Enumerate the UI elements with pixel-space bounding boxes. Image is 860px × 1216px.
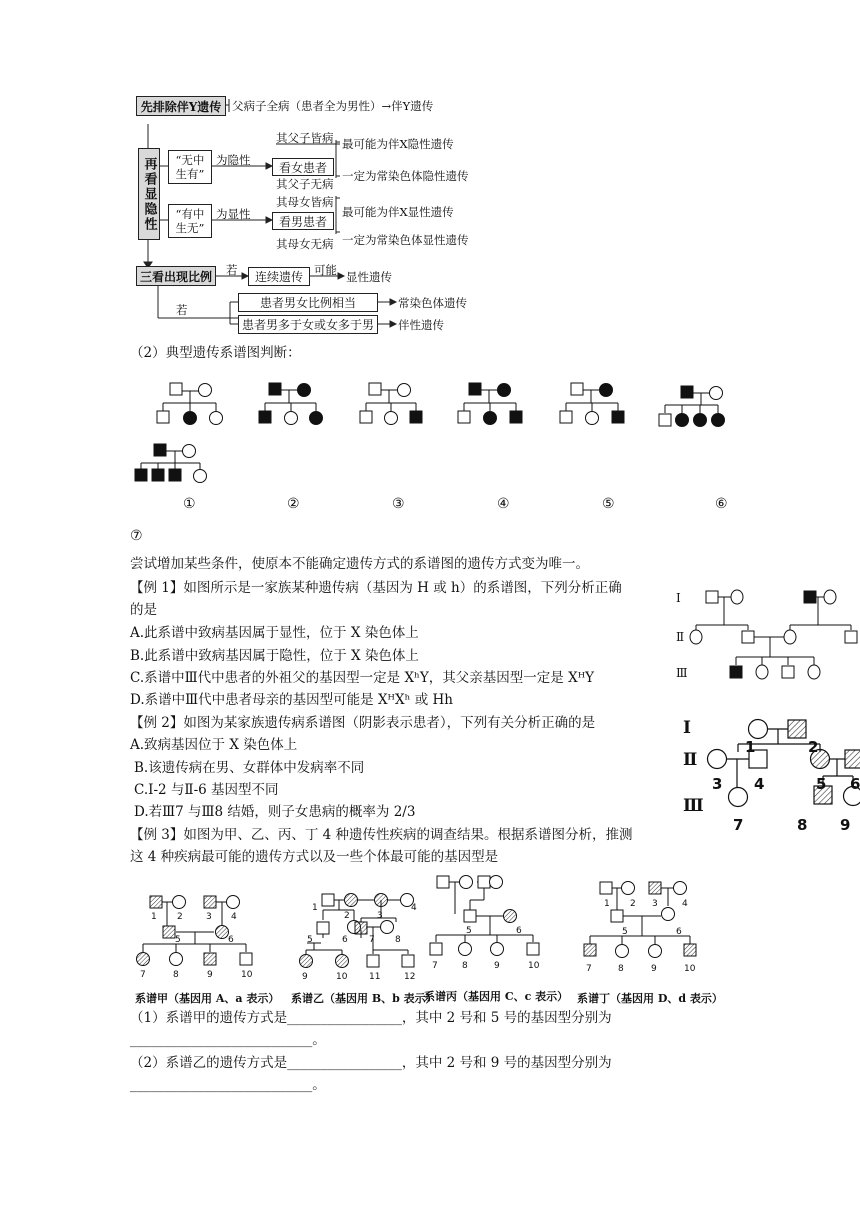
x-dominant: 最可能为伴X显性遗传 <box>342 205 454 219</box>
svg-text:2: 2 <box>344 911 350 921</box>
ex1-gen-1: Ⅰ <box>676 591 681 605</box>
svg-text:9: 9 <box>207 970 213 980</box>
pedigree-7 <box>135 444 207 483</box>
ex2-gen-2: Ⅱ <box>683 750 698 770</box>
svg-text:5: 5 <box>622 927 628 937</box>
ex2-gen-3: Ⅲ <box>683 796 704 816</box>
ex1-pedigree <box>670 580 860 690</box>
caption-bing: 系谱丙（基因用 C、c 表示） <box>424 990 569 1003</box>
label-5: ⑤ <box>602 496 615 512</box>
svg-text:1: 1 <box>604 899 610 909</box>
pedigree-1 <box>157 383 223 425</box>
ex1-gen-3: Ⅲ <box>676 666 688 680</box>
svg-text:7: 7 <box>586 964 592 974</box>
pedigree-3 <box>360 383 422 425</box>
ex2-num-9: 9 <box>840 816 851 834</box>
caption-yi: 系谱乙（基因用 B、b 表示） <box>291 992 437 1005</box>
dominant-box: “有中生无” <box>168 204 212 238</box>
svg-text:6: 6 <box>516 926 522 936</box>
svg-text:8: 8 <box>618 964 624 974</box>
svg-text:3: 3 <box>206 912 212 922</box>
svg-text:12: 12 <box>404 972 416 982</box>
ex3-question-2b: ___________________________。 <box>130 1077 326 1093</box>
pedigree-5 <box>560 383 624 425</box>
svg-text:10: 10 <box>241 970 253 980</box>
svg-text:2: 2 <box>177 912 183 922</box>
svg-text:10: 10 <box>336 972 348 982</box>
svg-text:5: 5 <box>466 926 472 936</box>
label-6: ⑥ <box>715 496 728 512</box>
svg-text:8: 8 <box>173 970 179 980</box>
possible: 可能 <box>314 263 337 277</box>
auto-recessive: 一定为常染色体隐性遗传 <box>342 169 469 183</box>
svg-text:6: 6 <box>342 935 348 945</box>
try-text: 尝试增加某些条件，使原本不能确定遗传方式的系谱图的遗传方式变为唯一。 <box>130 556 589 572</box>
svg-text:7: 7 <box>369 935 375 945</box>
ex3-line2: 这 4 种疾病最可能的遗传方式以及一些个体最可能的基因型是 <box>130 849 499 865</box>
recessive-text: 为隐性 <box>216 153 251 167</box>
pedigree-ding <box>584 882 696 975</box>
ex2-option-a: A.致病基因位于 X 染色体上 <box>130 737 298 753</box>
svg-text:6: 6 <box>676 927 682 937</box>
ex2-line1: 【例 2】如图为某家族遗传病系谱图（阴影表示患者），下列有关分析正确的是 <box>130 715 596 731</box>
pedigree-4 <box>458 383 522 425</box>
svg-text:10: 10 <box>528 961 540 971</box>
auto-inh: 常染色体遗传 <box>398 296 467 310</box>
caption-jia: 系谱甲（基因用 A、a 表示） <box>135 992 280 1005</box>
ex2-num-5: 5 <box>816 775 827 793</box>
svg-text:3: 3 <box>652 899 658 909</box>
ex2-num-2: 2 <box>808 738 819 756</box>
pedigree-yi <box>300 894 418 983</box>
sex-linked: 伴性遗传 <box>398 318 444 332</box>
section2-title: （2）典型遗传系谱图判断： <box>130 345 301 361</box>
unequal-ratio-box: 患者男多于女或女多于男 <box>238 315 378 334</box>
ex2-pedigree <box>680 710 860 830</box>
svg-text:3: 3 <box>377 911 383 921</box>
father-son-none: 其父子无病 <box>276 177 334 191</box>
svg-text:10: 10 <box>684 964 696 974</box>
if2: 若 <box>176 303 188 317</box>
dominant-text: 为显性 <box>216 207 251 221</box>
caption-ding: 系谱丁（基因用 D、d 表示） <box>577 992 723 1005</box>
svg-text:1: 1 <box>151 912 157 922</box>
continuous-box: 连续遗传 <box>248 267 310 286</box>
pedigree-bing <box>430 876 540 972</box>
pedigree-6 <box>659 386 725 427</box>
label-4: ④ <box>497 496 510 512</box>
svg-text:6: 6 <box>228 935 234 945</box>
svg-text:4: 4 <box>411 903 417 913</box>
x-recessive: 最可能为伴X隐性遗传 <box>342 137 454 151</box>
mother-daughter-all: 其母女皆病 <box>276 195 334 209</box>
dominant-inh: 显性遗传 <box>346 270 392 284</box>
ex1-option-c: C.系谱中Ⅲ代中患者的外祖父的基因型一定是 XʰY，其父亲基因型一定是 XᴴY <box>130 670 595 686</box>
ex2-num-3: 3 <box>712 775 723 793</box>
ex1-option-a: A.此系谱中致病基因属于显性，位于 X 染色体上 <box>130 625 419 641</box>
svg-text:9: 9 <box>651 964 657 974</box>
ex2-num-6: 6 <box>850 775 860 793</box>
ex2-option-b: B.该遗传病在男、女群体中发病率不同 <box>134 760 365 776</box>
if1: 若 <box>226 263 238 277</box>
svg-text:7: 7 <box>140 970 146 980</box>
ex2-num-7: 7 <box>733 816 744 834</box>
typical-pedigrees <box>0 370 860 500</box>
ex3-line1: 【例 3】如图为甲、乙、丙、丁 4 种遗传性疾病的调查结果。根据系谱图分析，推测 <box>130 827 633 843</box>
ex3-question-1a: （1）系谱甲的遗传方式是_________________，其中 2 号和 5 号的基因型分别为 <box>130 1010 612 1026</box>
step2-box: 再看显隐性 <box>138 148 160 240</box>
father-son-all: 其父子皆病 <box>276 131 334 145</box>
recessive-box: “无中生有” <box>168 150 212 184</box>
svg-text:8: 8 <box>395 935 401 945</box>
step1-box: 先排除伴Y遗传 <box>136 96 226 116</box>
svg-text:9: 9 <box>494 961 500 971</box>
ex2-option-c: C.Ⅰ-2 与Ⅱ-6 基因型不同 <box>134 782 279 798</box>
svg-text:9: 9 <box>302 972 308 982</box>
ex1-option-b: B.此系谱中致病基因属于隐性，位于 X 染色体上 <box>130 648 419 664</box>
ex1-option-d: D.系谱中Ⅲ代中患者母亲的基因型可能是 XᴴXʰ 或 Hh <box>130 692 453 708</box>
svg-text:7: 7 <box>432 961 438 971</box>
see-female-box: 看女患者 <box>272 158 334 176</box>
step1-text: 父病子全病（患者全为男性）→伴Y遗传 <box>232 99 434 113</box>
label-3: ③ <box>392 496 405 512</box>
mother-daughter-none: 其母女无病 <box>276 237 334 251</box>
equal-ratio-box: 患者男女比例相当 <box>238 293 378 312</box>
svg-text:8: 8 <box>462 961 468 971</box>
ex1-line1: 【例 1】如图所示是一家族某种遗传病（基因为 H 或 h）的系谱图，下列分析正确 <box>130 580 622 596</box>
svg-text:5: 5 <box>175 935 181 945</box>
auto-dominant: 一定为常染色体显性遗传 <box>342 233 469 247</box>
label-2: ② <box>287 496 300 512</box>
ex1-gen-2: Ⅱ <box>676 630 685 644</box>
svg-text:11: 11 <box>369 972 381 982</box>
ex2-num-8: 8 <box>797 816 808 834</box>
pedigree-2 <box>259 383 323 425</box>
svg-text:4: 4 <box>682 899 688 909</box>
svg-text:5: 5 <box>307 935 313 945</box>
ex2-num-4: 4 <box>754 775 765 793</box>
ex2-num-1: 1 <box>745 738 756 756</box>
svg-text:4: 4 <box>231 912 237 922</box>
step3-box: 三看出现比例 <box>136 266 216 286</box>
ex3-question-1b: ___________________________。 <box>130 1032 326 1048</box>
svg-text:1: 1 <box>312 903 318 913</box>
label-1: ① <box>183 496 196 512</box>
label-7: ⑦ <box>130 528 143 544</box>
ex3-question-2a: （2）系谱乙的遗传方式是_________________，其中 2 号和 9 号的基因型分别为 <box>130 1055 612 1071</box>
pedigree-jia <box>137 896 253 981</box>
ex3-pedigrees <box>0 870 860 1000</box>
ex1-line2: 的是 <box>130 602 157 618</box>
see-male-box: 看男患者 <box>272 212 334 230</box>
svg-text:2: 2 <box>630 899 636 909</box>
ex2-gen-1: Ⅰ <box>683 718 691 738</box>
ex2-option-d: D.若Ⅲ7 与Ⅲ8 结婚，则子女患病的概率为 2/3 <box>134 804 416 820</box>
